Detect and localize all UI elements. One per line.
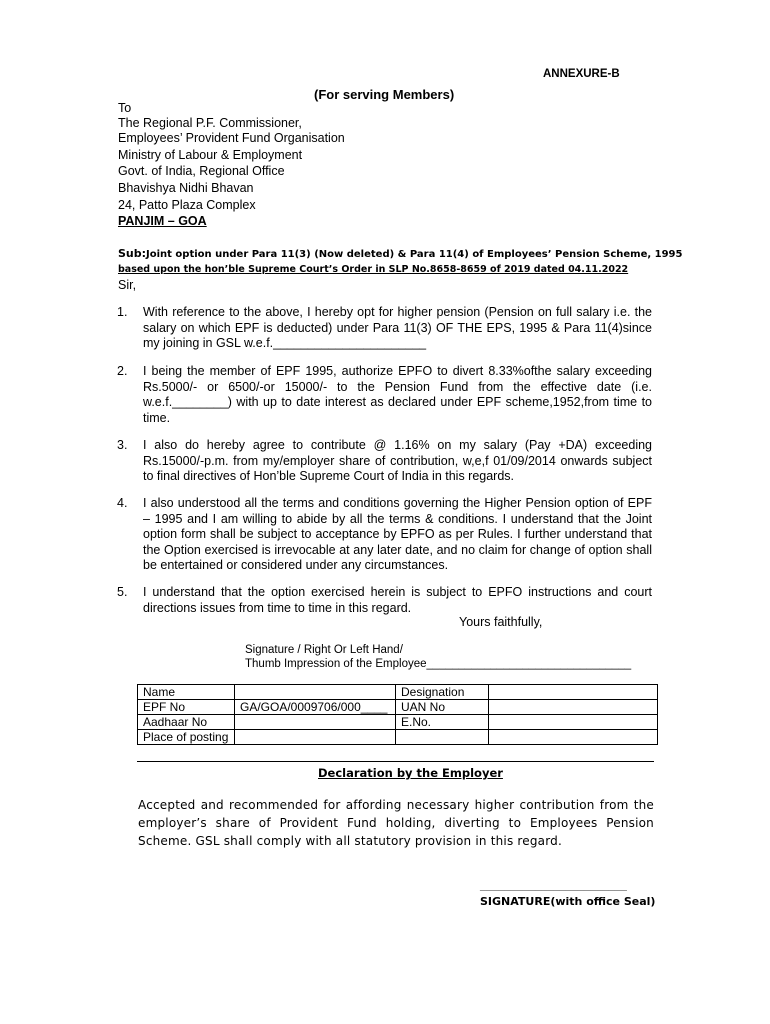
- office-signature-label: SIGNATURE(with office Seal): [480, 895, 656, 908]
- table-cell: Aadhaar No: [138, 715, 235, 730]
- table-cell: [489, 700, 658, 715]
- address-line: Employees’ Provident Fund Organisation: [118, 131, 345, 145]
- table-cell: Designation: [396, 685, 489, 700]
- paragraph: I also understood all the terms and conditions governing the Higher Pension option of EPF – 1995 and I am willing to abide by all the terms & conditions. I understand that the Joint option form shall be subject to acceptance by EPFO as per Rules. I further understand that the Option exercised is irrevocable at any later date, and no claim for change of option shall be entertained or considered under any circumstances.: [143, 496, 652, 572]
- table-cell: GA/GOA/0009706/000____: [235, 700, 396, 715]
- closing: Yours faithfully,: [459, 615, 543, 629]
- form-heading: (For serving Members): [314, 87, 455, 102]
- table-cell: [235, 715, 396, 730]
- office-signature-line: ________________________: [480, 880, 627, 892]
- subject-text: Joint option under Para 11(3) (Now deleted) & Para 11(4) of Employees’ Pension Scheme, 1995: [146, 249, 683, 260]
- table-cell: UAN No: [396, 700, 489, 715]
- table-cell: [489, 715, 658, 730]
- table-row: [138, 715, 658, 730]
- table-cell: E.No.: [396, 715, 489, 730]
- address-city: PANJIM – GOA: [118, 214, 207, 228]
- address-to: To: [118, 101, 132, 115]
- table-row: [138, 685, 658, 700]
- table-cell: Place of posting: [138, 730, 235, 745]
- para-number: 4.: [117, 496, 128, 510]
- declaration-title: Declaration by the Employer: [318, 766, 503, 780]
- signature-line: Signature / Right Or Left Hand/: [245, 644, 403, 656]
- divider: [137, 761, 654, 762]
- table-cell: [489, 685, 658, 700]
- address-line: 24, Patto Plaza Complex: [118, 198, 256, 212]
- address-line: Bhavishya Nidhi Bhavan: [118, 181, 254, 195]
- table-row: [138, 700, 658, 715]
- subject-order: based upon the hon’ble Supreme Court’s Order in SLP No.8658-8659 of 2019 dated 04.11.2022: [118, 264, 629, 275]
- subject-label: Sub:: [118, 247, 147, 260]
- paragraph: With reference to the above, I hereby opt for higher pension (Pension on full salary i.e. the salary on which EPF is deducted) under Para 11(3) OF THE EPS, 1995 & Para 11(4)since my joining in GSL w.e.f.______________________: [143, 305, 652, 350]
- declaration-body: Accepted and recommended for affording necessary higher contribution from the employer’s share of Provident Fund holding, diverting to Employees Pension Scheme. GSL shall comply with all statutory provision in this regard.: [138, 798, 654, 848]
- paragraph: I being the member of EPF 1995, authorize EPFO to divert 8.33%ofthe salary exceeding Rs.5000/- or 6500/-or 15000/- to the Pension Fund from the effective date (i.e. w.e.f.________) with up to date interest as declared under EPF scheme,1952,from time to time.: [143, 364, 652, 425]
- address-line: Ministry of Labour & Employment: [118, 148, 303, 162]
- table-cell: [235, 730, 396, 745]
- signature-line: Thumb Impression of the Employee________________________________: [245, 658, 632, 670]
- para-number: 1.: [117, 305, 128, 319]
- table-cell: EPF No: [138, 700, 235, 715]
- salutation: Sir,: [118, 278, 137, 292]
- annexure-label: ANNEXURE-B: [543, 68, 620, 80]
- table-cell: [235, 685, 396, 700]
- address-line: The Regional P.F. Commissioner,: [118, 116, 302, 130]
- paragraph: I understand that the option exercised herein is subject to EPFO instructions and court directions issues from time to time in this regard.: [143, 585, 652, 615]
- subject-line: [118, 247, 682, 260]
- para-number: 3.: [117, 438, 128, 452]
- table-row: [138, 730, 658, 745]
- employee-details-table: [137, 684, 658, 745]
- para-number: 2.: [117, 364, 128, 378]
- address-line: Govt. of India, Regional Office: [118, 164, 285, 178]
- paragraph: I also do hereby agree to contribute @ 1.16% on my salary (Pay +DA) exceeding Rs.15000/-p.m. from my/employer share of contribution, w,e,f 01/09/2014 onwards subject to final directives of Hon’ble Supreme Court of India in this regards.: [143, 438, 652, 483]
- table-cell: Name: [138, 685, 235, 700]
- para-number: 5.: [117, 585, 128, 599]
- table-cell: [489, 730, 658, 745]
- table-cell: [396, 730, 489, 745]
